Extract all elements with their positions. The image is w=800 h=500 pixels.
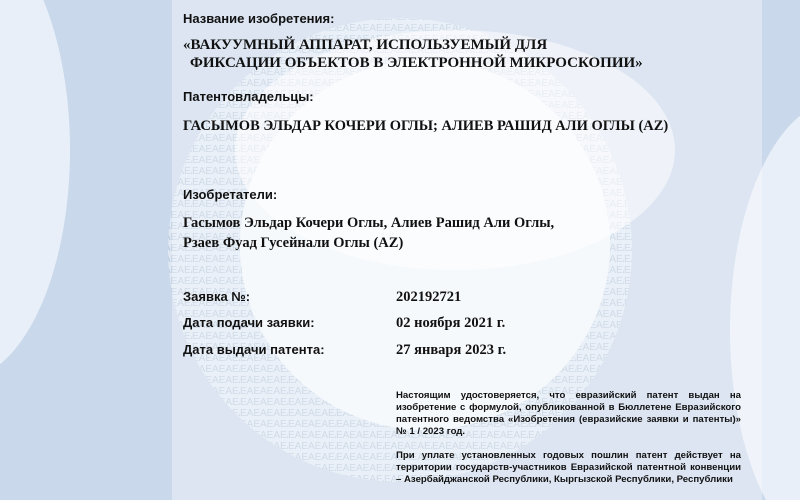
inventors-line1: Гасымов Эльдар Кочери Оглы, Алиев Рашид Али Оглы, xyxy=(183,215,555,231)
application-number: 202192721 xyxy=(396,289,462,305)
invention-title-line2: ФИКСАЦИИ ОБЪЕКТОВ В ЭЛЕКТРОННОЙ МИКРОСКОПИИ» xyxy=(190,55,643,71)
grant-date-value: 27 января 2023 г. xyxy=(396,342,507,358)
invention-title-line1: «ВАКУУМНЫЙ АППАРАТ, ИСПОЛЬЗУЕМЫЙ ДЛЯ xyxy=(183,37,548,53)
grant-date-label: Дата выдачи патента: xyxy=(183,342,325,357)
notice-paragraph-2: При уплате установленных годовых пошлин патент действует на территории государств-участников Евразийской патентной конвенции – Азербайджанской Республики, Кыргызской Республики, Республики xyxy=(396,450,741,485)
application-label: Заявка №: xyxy=(183,289,251,304)
inventors-line2: Рзаев Фуад Гусейнали Оглы (AZ) xyxy=(183,235,404,251)
notice-paragraph-1: Настоящим удостоверяется, что евразийский патент выдан на изобретение с формулой, опубликованной в Бюллетене Евразийского патентного ведомства «Изобретения (евразийские заявки и патенты)» № 1 / 2023 год. xyxy=(396,390,741,437)
inventors-label: Изобретатели: xyxy=(183,187,278,202)
invention-label: Название изобретения: xyxy=(183,11,335,26)
filing-date-value: 02 ноября 2021 г. xyxy=(396,315,506,331)
owners-value: ГАСЫМОВ ЭЛЬДАР КОЧЕРИ ОГЛЫ; АЛИЕВ РАШИД АЛИ ОГЛЫ (AZ) xyxy=(183,118,669,134)
owners-label: Патентовладельцы: xyxy=(183,89,314,104)
validity-notice xyxy=(396,450,741,486)
filing-date-label: Дата подачи заявки: xyxy=(183,315,315,330)
certification-notice xyxy=(396,390,741,438)
